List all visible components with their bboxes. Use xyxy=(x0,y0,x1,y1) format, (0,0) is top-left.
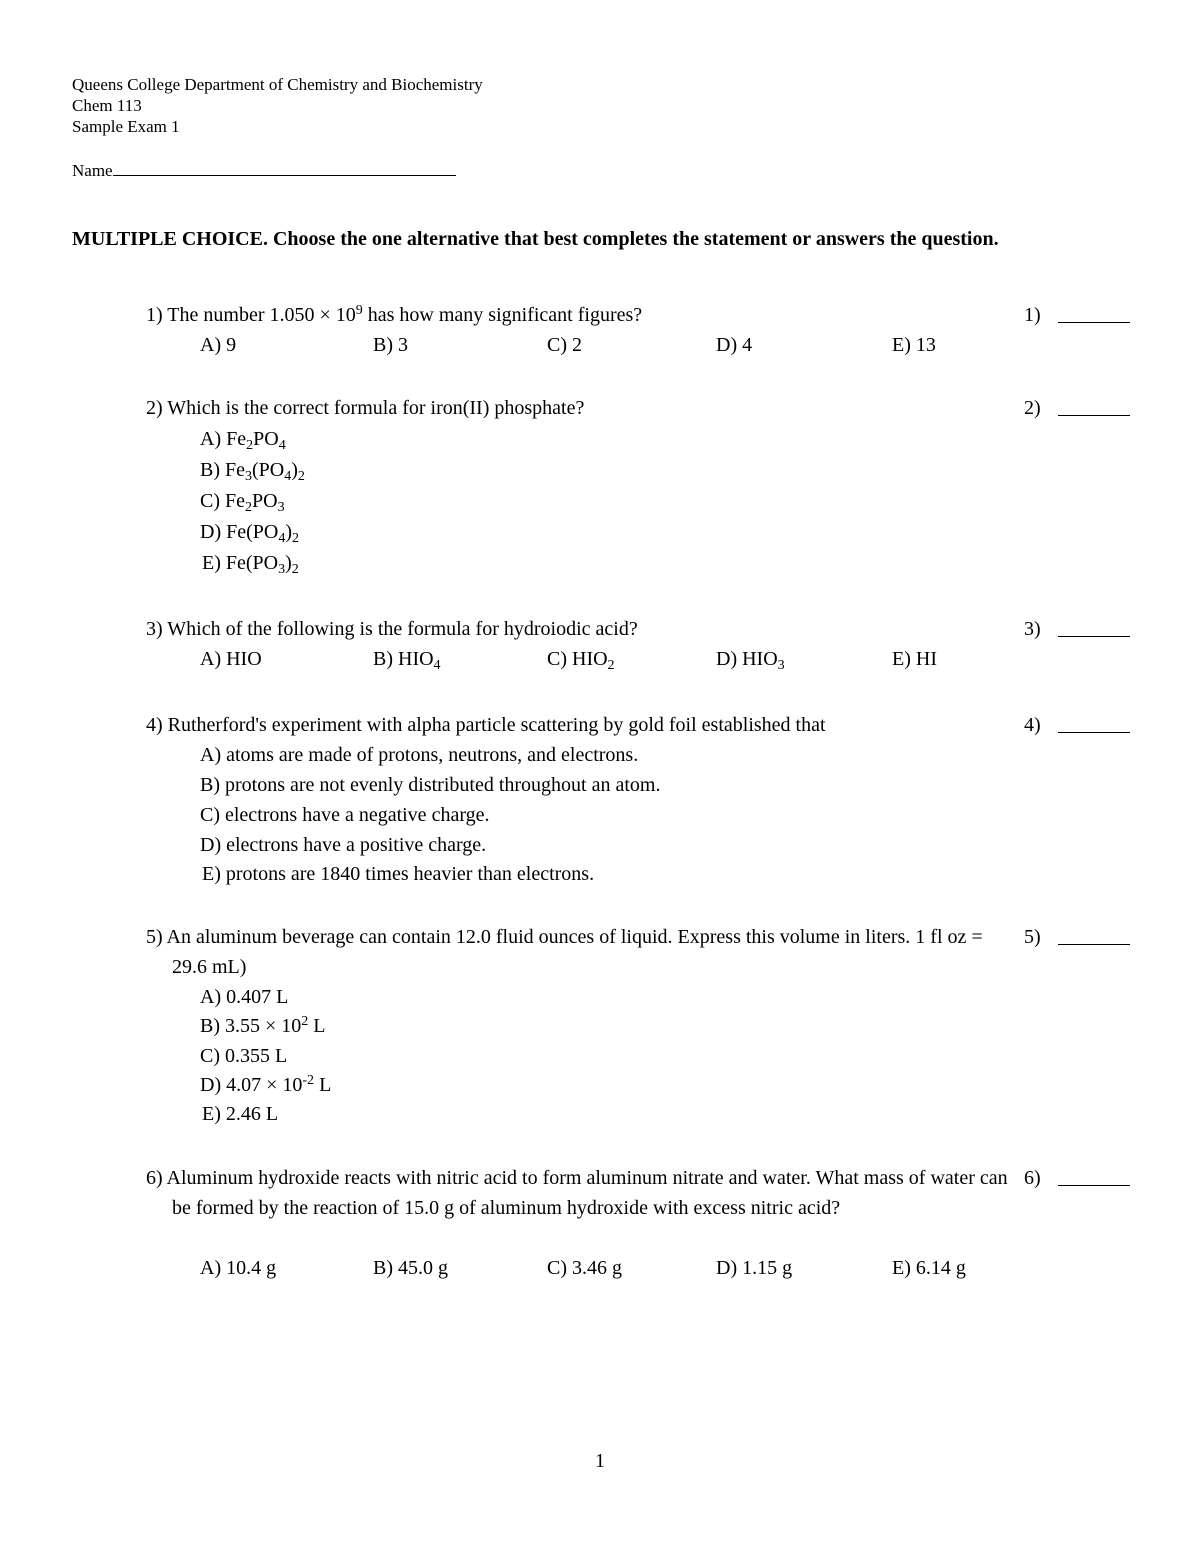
name-field[interactable] xyxy=(72,160,456,181)
option-c[interactable]: C) $HIO_2$ xyxy=(547,648,615,673)
option-c[interactable]: C) $Fe_2PO_3$ xyxy=(200,490,285,515)
option-e[interactable]: E) protons are 1840 times heavier than electrons. xyxy=(202,863,595,885)
exam-title: Sample Exam 1 xyxy=(72,117,180,136)
answer-blank[interactable] xyxy=(1058,1185,1130,1186)
question-stem: 2) Which is the correct formula for iron(II) phosphate? xyxy=(146,397,585,419)
name-label: Name xyxy=(72,161,113,180)
option-a[interactable]: A) 0.407 L xyxy=(200,986,289,1008)
option-d[interactable]: D) $4.07 \times 10^{-2}$ L xyxy=(200,1073,332,1096)
option-c[interactable]: C) 2 xyxy=(547,334,582,356)
page-number: 1 xyxy=(595,1450,605,1472)
answer-blank[interactable] xyxy=(1058,636,1130,637)
answer-blank[interactable] xyxy=(1058,732,1130,733)
option-d[interactable]: D) 4 xyxy=(716,334,753,356)
option-d[interactable]: D) $Fe(PO_4)_2$ xyxy=(200,521,300,546)
option-b[interactable]: B) 45.0 g xyxy=(373,1257,448,1279)
answer-number: 2) xyxy=(1024,397,1041,419)
answer-number: 3) xyxy=(1024,618,1041,640)
option-a[interactable]: A) 9 xyxy=(200,334,237,356)
question-stem: 3) Which of the following is the formula for hydroiodic acid? xyxy=(146,618,638,640)
option-b[interactable]: B) $HIO_4$ xyxy=(373,648,441,673)
question-stem: 4) Rutherford's experiment with alpha particle scattering by gold foil established that xyxy=(146,714,826,736)
department-line: Queens College Department of Chemistry and Biochemistry xyxy=(72,75,483,94)
option-d[interactable]: D) 1.15 g xyxy=(716,1257,793,1279)
option-c[interactable]: C) 0.355 L xyxy=(200,1045,288,1067)
option-a[interactable]: A) atoms are made of protons, neutrons, and electrons. xyxy=(200,744,639,766)
option-c[interactable]: C) 3.46 g xyxy=(547,1257,622,1279)
option-e[interactable]: E) 2.46 L xyxy=(202,1103,279,1125)
option-b[interactable]: B) $Fe_3(PO_4)_2$ xyxy=(200,459,305,484)
option-c[interactable]: C) electrons have a negative charge. xyxy=(200,804,490,826)
option-a[interactable]: A) HIO xyxy=(200,648,262,670)
option-e[interactable]: E) $Fe(PO_3)_2$ xyxy=(202,552,299,577)
answer-blank[interactable] xyxy=(1058,322,1130,323)
option-b[interactable]: B) $3.55 \times 10^2$ L xyxy=(200,1014,326,1037)
option-b[interactable]: B) 3 xyxy=(373,334,408,356)
question-stem: 6) Aluminum hydroxide reacts with nitric acid to form aluminum nitrate and water. What mass of water can be formed by the reaction of 15.0 g of aluminum hydroxide with excess nitric acid? xyxy=(146,1167,1008,1219)
option-a[interactable]: A) $Fe_2PO_4$ xyxy=(200,428,286,453)
option-a[interactable]: A) 10.4 g xyxy=(200,1257,277,1279)
course-line: Chem 113 xyxy=(72,96,142,115)
exam-header xyxy=(72,74,483,137)
option-b[interactable]: B) protons are not evenly distributed throughout an atom. xyxy=(200,774,661,796)
option-e[interactable]: E) HI xyxy=(892,648,937,670)
question-stem: 1) The number $1.050 \times 10^9$ has how many significant figures? xyxy=(146,303,643,326)
question-stem: 5) An aluminum beverage can contain 12.0 fluid ounces of liquid. Express this volume in liters. 1 fl oz = 29.6 mL) xyxy=(146,926,983,978)
answer-number: 1) xyxy=(1024,304,1041,326)
instructions: MULTIPLE CHOICE. Choose the one alternative that best completes the statement or answers the question. xyxy=(72,228,999,250)
option-d[interactable]: D) $HIO_3$ xyxy=(716,648,785,673)
answer-blank[interactable] xyxy=(1058,944,1130,945)
answer-blank[interactable] xyxy=(1058,415,1130,416)
answer-number: 4) xyxy=(1024,714,1041,736)
answer-number: 6) xyxy=(1024,1167,1041,1189)
option-e[interactable]: E) 6.14 g xyxy=(892,1257,966,1279)
name-blank-line[interactable] xyxy=(113,162,456,176)
option-e[interactable]: E) 13 xyxy=(892,334,936,356)
option-d[interactable]: D) electrons have a positive charge. xyxy=(200,834,487,856)
answer-number: 5) xyxy=(1024,926,1041,948)
